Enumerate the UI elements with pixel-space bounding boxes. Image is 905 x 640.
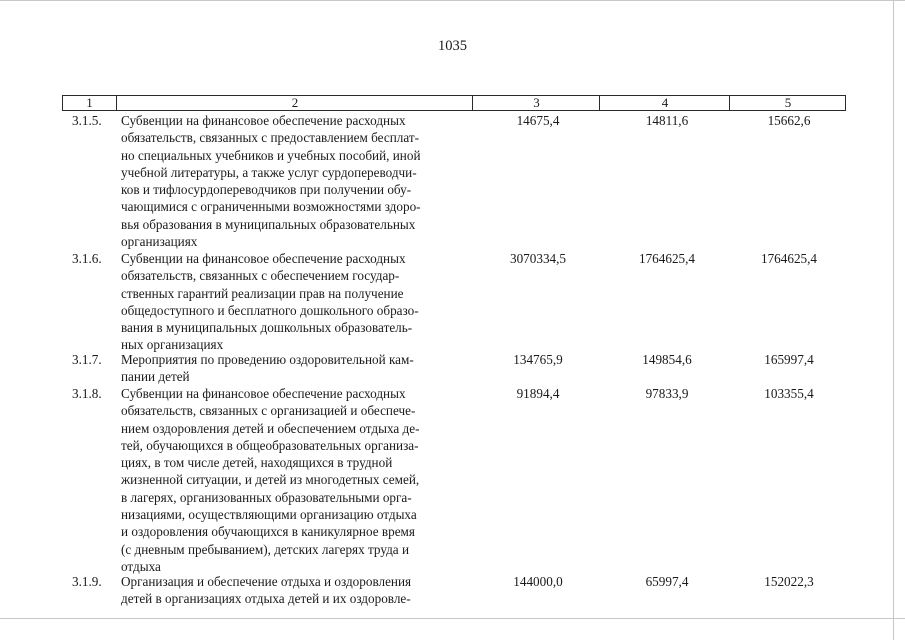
- row-description: Мероприятия по проведению оздоровительной кам- пании детей: [121, 352, 414, 385]
- row-value-col3: 3070334,5: [509, 251, 567, 266]
- row-value-col4: 65997,4: [645, 574, 689, 589]
- table-header-row: [62, 95, 846, 111]
- row-value-col3: 144000,0: [513, 574, 563, 589]
- header-cell-2: 2: [116, 96, 473, 110]
- row-description: Субвенции на финансовое обеспечение расходных обязательств, связанных с предоставлением бесплат- но специальных учебников и учебных пособий, иной учебной литературы, а также услуг сурдопереводчи- ков и тифлосурдопереводчиков при получении обу- чающимися с ограниченными возможностями здоро- вья образования в муниципальных образовательных организациях: [121, 113, 421, 250]
- header-cell-5: 5: [729, 96, 846, 110]
- row-value-col5: 1764625,4: [760, 251, 818, 266]
- row-value-col3: 134765,9: [513, 352, 563, 367]
- scan-edge-top: [0, 0, 905, 1]
- row-value-col5: 165997,4: [764, 352, 814, 367]
- row-description: Субвенции на финансовое обеспечение расходных обязательств, связанных с организацией и обеспече- нием оздоровления детей и обеспечением отдыха де- тей, обучающихся в общеобразовательных организа- циях, в том числе детей, находящихся в трудной жизненной ситуации, и детей из многодетных семей, в лагерях, организованных образовательными орга- низациями, осуществляющими организацию отдыха и оздоровления обучающихся в каникулярное время (с дневным пребыванием), детских лагерях труда и отдыха: [121, 386, 420, 574]
- row-description: Субвенции на финансовое обеспечение расходных обязательств, связанных с обеспечением государ- ственных гарантий реализации прав на получение общедоступного и бесплатного дошкольного образо- вания в муниципальных дошкольных образователь- ных организациях: [121, 251, 419, 353]
- row-value-col4: 14811,6: [645, 113, 689, 128]
- row-value-col5: 103355,4: [764, 386, 814, 401]
- row-number: 3.1.8.: [72, 386, 102, 401]
- row-value-col3: 91894,4: [516, 386, 560, 401]
- scan-edge-bottom: [0, 618, 905, 619]
- row-value-col3: 14675,4: [516, 113, 560, 128]
- header-cell-4: 4: [599, 96, 730, 110]
- row-value-col5: 152022,3: [764, 574, 814, 589]
- row-value-col4: 149854,6: [642, 352, 692, 367]
- scan-edge-right: [893, 0, 894, 640]
- page-number: 1035: [438, 38, 467, 54]
- row-number: 3.1.9.: [72, 574, 102, 589]
- row-number: 3.1.6.: [72, 251, 102, 266]
- header-cell-3: 3: [472, 96, 600, 110]
- row-value-col5: 15662,6: [767, 113, 811, 128]
- row-number: 3.1.5.: [72, 113, 102, 128]
- row-description: Организация и обеспечение отдыха и оздоровления детей в организациях отдыха детей и их оздоровле-: [121, 574, 412, 607]
- header-cell-1: 1: [86, 95, 93, 110]
- row-value-col4: 97833,9: [645, 386, 689, 401]
- row-value-col4: 1764625,4: [638, 251, 696, 266]
- row-number: 3.1.7.: [72, 352, 102, 367]
